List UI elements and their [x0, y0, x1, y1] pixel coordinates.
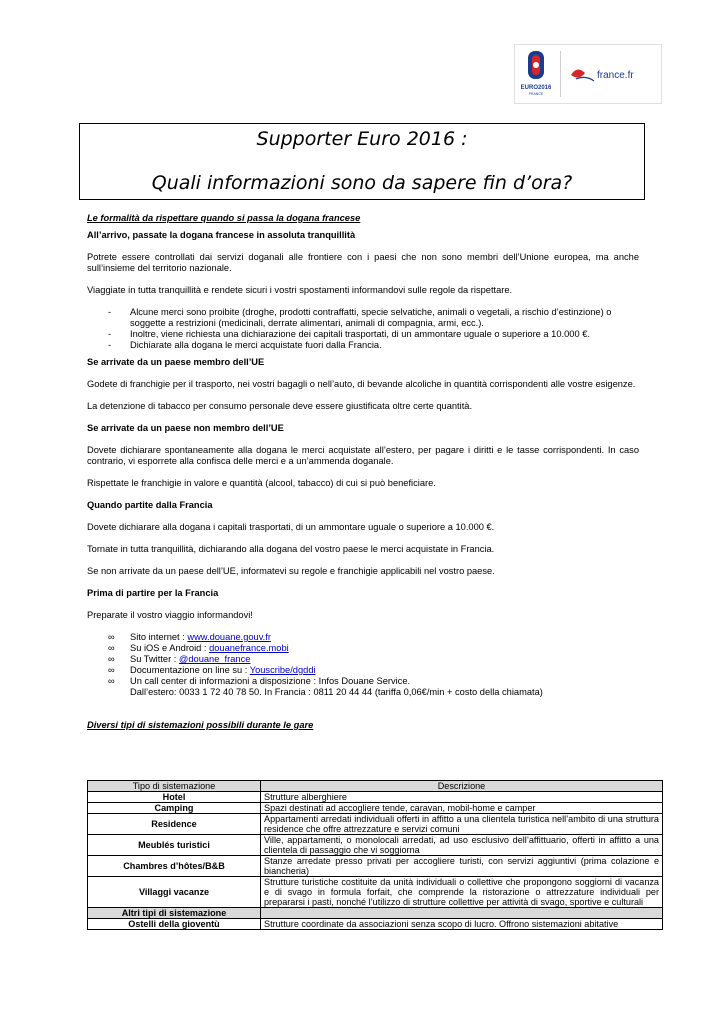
euro2016-logo: [521, 49, 551, 99]
table-header-row: [88, 781, 663, 792]
other-types-row: Altri tipi di sistemazione: [88, 908, 663, 919]
accommodation-table: [87, 780, 663, 930]
title-line-1: Supporter Euro 2016 :: [256, 128, 468, 150]
arrival-subheading: All’arrivo, passate la dogana francese in assoluta tranquillità: [87, 230, 356, 240]
table-row: Camping Spazi destinati ad accogliere tende, caravan, mobil-home e camper: [88, 803, 663, 814]
eu-heading: Se arrivate da un paese membro dell’UE: [87, 357, 265, 367]
leaving-paragraph-1: Dovete dichiarare alla dogana i capitali trasportati, di un ammontare uguale o superiore a 10.000 €.: [87, 522, 495, 532]
eu-paragraph-1: Godete di franchigie per il trasporto, nei vostri bagagli o nell’auto, di bevande alcoliche in quantità corrispondenti alle vostre esigenze.: [87, 379, 636, 389]
document-body: [87, 213, 639, 731]
rules-list: [87, 307, 639, 351]
list-item: ∞ Documentazione on line su : Youscribe/dgddi: [108, 665, 316, 675]
table-row: Meublés turistici Ville, appartamenti, o monolocali arredati, ad uso esclusivo dell’affittuario, offerti in affitto a una clientela di passaggio che vi soggiorna: [88, 835, 663, 856]
douane-website-link[interactable]: www.douane.gouv.fr: [187, 632, 271, 642]
before-heading: Prima di partire per la Francia: [87, 588, 219, 598]
accommodation-heading: Diversi tipi di sistemazioni possibili durante le gare: [87, 720, 314, 730]
france-fr-logo: [567, 63, 655, 85]
resources-list: [87, 632, 639, 698]
list-item: ∞ Su iOS e Android : douanefrance.mobi: [108, 643, 289, 653]
infinity-icon: ∞: [108, 654, 115, 664]
leaving-paragraph-3: Se non arrivate da un paese dell’UE, informatevi su regole e franchigie applicabili nel vostro paese.: [87, 566, 495, 576]
logo-separator: [560, 51, 561, 97]
table-row: Residence Appartamenti arredati individuali offerti in affitto a una clientela turistica nell’ambito di una struttura residence che offre attrezzature e servizi comuni: [88, 814, 663, 835]
youscribe-link[interactable]: Youscribe/dgddi: [249, 665, 316, 675]
svg-text:france.fr: france.fr: [597, 70, 634, 81]
travel-paragraph: Viaggiate in tutta tranquillità e rendete sicuri i vostri spostamenti informandovi sulle regole da rispettare.: [87, 285, 513, 295]
leaving-paragraph-2: Tornate in tutta tranquillità, dichiarando alla dogana del vostro paese le merci acquistate in Francia.: [87, 544, 495, 554]
title-box: [79, 123, 645, 200]
column-header-type: Tipo di sistemazione: [88, 781, 261, 792]
leaving-heading: Quando partite dalla Francia: [87, 500, 213, 510]
list-item: ∞ Su Twitter : @douane_france: [108, 654, 251, 664]
table-row: Hotel Strutture alberghiere: [88, 792, 663, 803]
infinity-icon: ∞: [108, 676, 115, 686]
infinity-icon: ∞: [108, 665, 115, 675]
list-item: - Inoltre, viene richiesta una dichiarazione dei capitali trasportati, di un ammontare uguale o superiore a 10.000 €.: [108, 329, 590, 339]
non-eu-heading: Se arrivate da un paese non membro dell’UE: [87, 423, 284, 433]
list-item: ∞ Sito internet : www.douane.gouv.fr: [108, 632, 271, 642]
eu-paragraph-2: La detenzione di tabacco per consumo personale deve essere giustificata oltre certe quantità.: [87, 401, 473, 411]
svg-text:EURO2016: EURO2016: [521, 85, 551, 91]
twitter-link[interactable]: @douane_france: [178, 654, 251, 664]
non-eu-paragraph-1: Dovete dichiarare spontaneamente alla dogana le merci acquistate all’estero, per pagare i diritti e le tasse corrispondenti. In caso contrario, vi esporrete alla confisca delle merci e a un’ammenda doganale.: [87, 445, 639, 466]
list-item: - Dichiarate alla dogana le merci acquistate fuori dalla Francia.: [108, 340, 382, 350]
non-eu-paragraph-2: Rispettate le franchigie in valore e quantità (alcool, tabacco) di cui si può beneficiare.: [87, 478, 436, 488]
infinity-icon: ∞: [108, 643, 115, 653]
column-header-description: Descrizione: [261, 781, 663, 792]
list-item: ∞ Un call center di informazioni a disposizione : Infos Douane Service.: [108, 676, 411, 686]
mobile-app-link[interactable]: douanefrance.mobi: [209, 643, 289, 653]
controls-paragraph: Potrete essere controllati dai servizi doganali alle frontiere con i paesi che non sono membri dell’Unione europea, ma anche sull’insieme del territorio nazionale.: [87, 252, 639, 273]
list-item: - Alcune merci sono proibite (droghe, prodotti contraffatti, specie selvatiche, animali o vegetali, a rischio d’estinzione) o soggette a restrizioni (medicinali, derrate alimentari, animali di compagnia, armi, ecc.).: [108, 307, 612, 328]
customs-formalities-heading: Le formalità da rispettare quando si passa la dogana francese: [87, 213, 361, 223]
table-row: Villaggi vacanze Strutture turistiche costituite da unità individuali o collettive che propongono soggiorni di vacanza e di svago in formula forfait, che comprende la ristorazione o attrezzature individuali per prepararsi i pasti, nonché l’utilizzo di strutture collettive per attività di svago, sportive e culturali: [88, 877, 663, 908]
list-item: Dall’estero: 0033 1 72 40 78 50. In Francia : 0811 20 44 44 (tariffa 0,06€/min + costo della chiamata): [130, 687, 543, 697]
infinity-icon: ∞: [108, 632, 115, 642]
before-paragraph: Preparate il vostro viaggio informandovi!: [87, 610, 253, 620]
title-line-2: Quali informazioni sono da sapere fin d’ora?: [151, 172, 573, 194]
logo-box: [514, 44, 662, 104]
table-row: Chambres d’hôtes/B&B Stanze arredate presso privati per accogliere turisti, con servizi aggiuntivi (prima colazione e biancheria): [88, 856, 663, 877]
table-row: Ostelli della gioventù Strutture coordinate da associazioni senza scopo di lucro. Offrono sistemazioni abitative: [88, 919, 663, 930]
svg-text:FRANCE: FRANCE: [528, 92, 544, 96]
